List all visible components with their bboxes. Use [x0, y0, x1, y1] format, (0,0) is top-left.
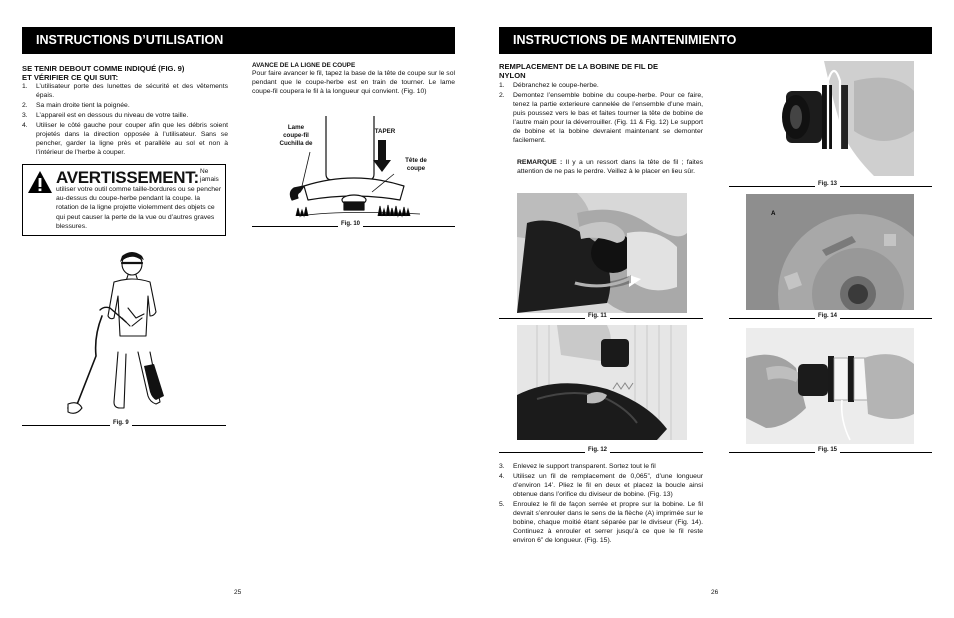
fig13-photo — [744, 61, 914, 176]
fig10-label: Fig. 10 — [338, 221, 363, 229]
fig12-label: Fig. 12 — [585, 447, 610, 455]
section-title-line-1: SE TENIR DEBOUT COMME INDIQUÉ (FIG. 9) — [22, 64, 185, 73]
steps-list-b — [499, 463, 703, 547]
fig11-label: Fig. 11 — [585, 313, 610, 321]
page-header-right: INSTRUCTIONS DE MANTENIMIENTO — [499, 27, 932, 54]
list-item: 2. Demontez l’ensemble bobine du coupe-herbe. Pour ce faire, tenez la partie exterieure cannelée de l’ensemble d’une main, puis poussez vers le bas et faites tourner la tête de bobine de l’autre main pour la déverrouiller. (Fig. 11 & Fig. 12) Le support de bobine et la bobine devraient maintenant se demonter facilement. — [499, 91, 703, 144]
fig12-hands-disassembly-image — [517, 325, 687, 440]
warning-body: utiliser votre outil comme taille-bordures ou se pencher au-dessus du coupe-herbe pendant la coupe. la rotation de la ligne projette violemment des objets ce qui peut causer la perte de la vue ou d’autres graves blessures. — [56, 186, 222, 230]
fig13-loop-in-spool-image — [744, 61, 914, 176]
fig13-label: Fig. 13 — [815, 181, 840, 189]
remark-label: REMARQUE : — [517, 159, 563, 166]
fig15-photo — [746, 328, 914, 444]
warning-box — [22, 164, 226, 236]
page-right — [477, 0, 954, 618]
fig9-operator-illustration — [62, 246, 172, 418]
fig15-label: Fig. 15 — [815, 447, 840, 455]
fig12-photo — [517, 325, 687, 440]
section-title-stand — [22, 64, 232, 82]
page-number-left: 25 — [234, 589, 242, 596]
steps-list-a — [499, 82, 703, 147]
fig10-blade-label: Lame coupe-fil Cuchilla de — [279, 124, 313, 147]
remark-paragraph — [517, 159, 703, 177]
advance-title: AVANCE DE LA LIGNE DE COUPE — [252, 62, 356, 69]
fig14-label: Fig. 14 — [815, 313, 840, 321]
section-title-replace-spool: REMPLACEMENT DE LA BOBINE DE FIL DE NYLON — [499, 62, 659, 81]
fig10-head-label: Tête de coupe — [405, 157, 427, 172]
fig11-photo — [517, 193, 687, 313]
page-number-right: 26 — [711, 589, 719, 596]
warning-triangle-icon — [27, 170, 53, 194]
fig15-winding-spool-image — [746, 328, 914, 444]
fig14-marker-a: A — [771, 210, 776, 217]
page-header-left: INSTRUCTIONS D’UTILISATION — [22, 27, 455, 54]
list-item: 4. Utilisez un fil de remplacement de 0,065”, d’une longueur d’environ 14’. Pliez le fil en deux et placez la boucle ainsi obtenue dans l’orifice du diviseur de bobine. (Fig. 13) — [499, 472, 703, 498]
advance-text: Pour faire avancer le fil, tapez la base de la tête de coupe sur le sol pendant que le coupe-herbe est en train de tourner. Le lame coupe-fil coupera le fil à la longueur qui convient. (Fig. 10) — [252, 70, 455, 95]
section-title-line-2: ET VÉRIFIER CE QUI SUIT: — [22, 73, 119, 83]
list-item: 4. Utiliser le côté gauche pour couper afin que les débris soient projetés dans la direction opposée à l’utilisateur. Sans se pencher, garder la ligne près et parallèle au sol et non à l’intérieur de l’herbe à couper. — [22, 121, 228, 156]
fig9-label: Fig. 9 — [110, 420, 132, 428]
fig10-tap-label: TAPER — [374, 128, 396, 135]
check-list — [22, 83, 228, 159]
list-item: 3. L’appareil est en dessous du niveau de votre taille. — [22, 111, 189, 119]
list-item: 1. L’utilisateur porte des lunettes de sécurité et des vêtements épais. — [22, 83, 228, 99]
warning-small-text: Ne jamais — [200, 168, 219, 183]
list-item: 3. Enlevez le support transparent. Sortez tout le fil — [499, 463, 656, 470]
list-item: 2. Sa main droite tient la poignée. — [22, 101, 130, 109]
list-item: 5. Enroulez le fil de façon serrée et propre sur la bobine. Le fil devrait s’enrouler dans le sens de la flèche (A) imprimée sur le bobine, chaque moitié étant séparée par le diviseur (Fig. 14). Continuez à enrouler et serrer jusqu’à ce que le fil reste environ 6” de longueur. (Fig. 15). — [499, 500, 703, 544]
remark-text: Il y a un ressort dans la tête de fil ; faites attention de ne pas le perdre. Veillez à le placer en lieu sûr. — [517, 159, 703, 175]
fig11-hands-spool-image — [517, 193, 687, 313]
list-item: 1. Débranchez le coupe-herbe. — [499, 82, 599, 89]
warning-title: AVERTISSEMENT: — [56, 168, 199, 187]
